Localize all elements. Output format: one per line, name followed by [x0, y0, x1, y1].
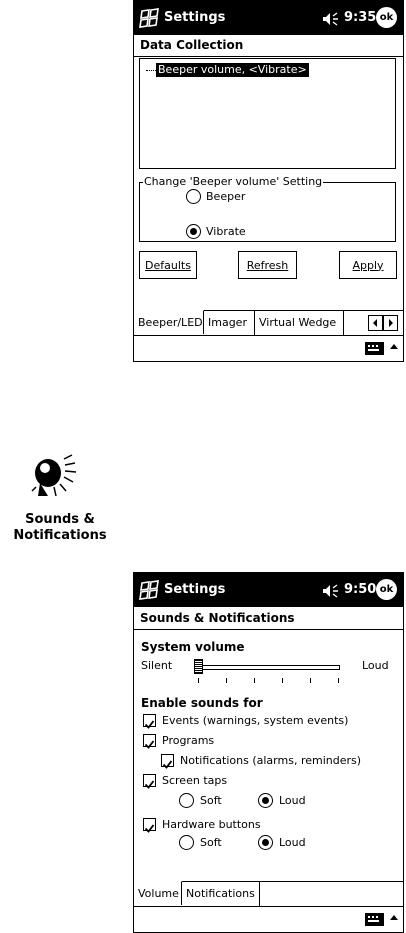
- keyboard-icon[interactable]: [365, 913, 384, 926]
- input-selector-arrow-icon[interactable]: [389, 912, 399, 924]
- check-icon: [162, 759, 173, 770]
- check-icon: [144, 779, 155, 790]
- radio-hardware-soft[interactable]: [179, 835, 194, 850]
- title-bar: [134, 1, 403, 35]
- defaults-button-label: Defaults: [145, 258, 191, 272]
- check-icon: [144, 739, 155, 750]
- apply-button[interactable]: [339, 251, 397, 279]
- clock[interactable]: 9:35: [344, 10, 377, 25]
- icon-caption: [0, 512, 120, 544]
- label-notifications: Notifications (alarms, reminders): [180, 754, 362, 767]
- volume-slider-track: [198, 665, 340, 670]
- label-beeper: Beeper: [206, 190, 246, 203]
- refresh-button-label: Refresh: [246, 258, 289, 272]
- check-icon: [144, 823, 155, 834]
- label-events: Events (warnings, system events): [162, 714, 349, 727]
- volume-slider[interactable]: [194, 659, 340, 687]
- window-title: Settings: [164, 582, 226, 597]
- label-programs: Programs: [162, 734, 215, 747]
- loud-label: Loud: [362, 659, 389, 672]
- data-collection-screen: [133, 0, 404, 362]
- tab-virtual-wedge[interactable]: Virtual Wedge: [255, 311, 344, 335]
- radio-screen-taps-loud[interactable]: [258, 793, 273, 808]
- radio-screen-taps-soft[interactable]: [179, 793, 194, 808]
- page-title: Data Collection: [134, 35, 403, 57]
- label-screen-taps-soft: Soft: [200, 794, 222, 807]
- windows-start-icon[interactable]: [139, 580, 160, 600]
- volume-slider-thumb[interactable]: [194, 659, 203, 674]
- input-selector-arrow-icon[interactable]: [389, 341, 399, 353]
- speaker-icon[interactable]: [322, 12, 342, 26]
- refresh-button[interactable]: [238, 251, 297, 279]
- silent-label: Silent: [141, 659, 173, 672]
- check-icon: [144, 719, 155, 730]
- tab-beeper-led[interactable]: Beeper/LED: [134, 310, 204, 334]
- volume-slider-ticks: [198, 678, 340, 683]
- ok-button[interactable]: ok: [376, 7, 397, 28]
- label-hardware-buttons: Hardware buttons: [162, 818, 261, 831]
- checkbox-notifications[interactable]: [161, 754, 174, 767]
- label-hardware-soft: Soft: [200, 836, 222, 849]
- sounds-notifications-screen: [133, 572, 404, 933]
- label-vibrate: Vibrate: [206, 225, 246, 238]
- radio-beeper[interactable]: [186, 189, 201, 204]
- tree-connector: [146, 70, 156, 71]
- tab-volume[interactable]: Volume: [134, 881, 182, 905]
- arrow-right-icon: [384, 316, 397, 330]
- label-screen-taps-loud: Loud: [279, 794, 306, 807]
- tab-notifications[interactable]: Notifications: [182, 882, 260, 906]
- arrow-left-icon: [369, 316, 382, 330]
- apply-button-label: Apply: [352, 258, 384, 272]
- setting-group: [139, 182, 396, 242]
- clock[interactable]: 9:50: [344, 582, 377, 597]
- windows-start-icon[interactable]: [139, 8, 160, 28]
- sounds-notifications-icon[interactable]: [28, 451, 80, 503]
- page-title: Sounds & Notifications: [134, 607, 403, 630]
- title-bar: [134, 573, 403, 607]
- group-title: Change 'Beeper volume' Setting: [144, 175, 323, 188]
- keyboard-icon[interactable]: [365, 342, 384, 355]
- defaults-button[interactable]: [139, 251, 197, 279]
- menu-bar: [134, 906, 403, 932]
- icon-caption-line-1: Sounds &: [25, 512, 95, 527]
- checkbox-hardware-buttons[interactable]: [143, 818, 156, 831]
- ok-button[interactable]: ok: [376, 579, 397, 600]
- tab-strip: [134, 310, 403, 336]
- label-screen-taps: Screen taps: [162, 774, 228, 787]
- tab-imager[interactable]: Imager: [204, 311, 255, 335]
- radio-hardware-loud[interactable]: [258, 835, 273, 850]
- tree-item-beeper-volume[interactable]: Beeper volume, <Vibrate>: [158, 63, 307, 76]
- tab-scroll-left-button[interactable]: [368, 315, 383, 331]
- checkbox-programs[interactable]: [143, 734, 156, 747]
- icon-caption-line-2: Notifications: [13, 528, 107, 543]
- speaker-icon[interactable]: [322, 584, 342, 598]
- enable-sounds-label: Enable sounds for: [141, 696, 263, 710]
- settings-tree[interactable]: [139, 58, 396, 169]
- tab-scroll-right-button[interactable]: [383, 315, 398, 331]
- label-hardware-loud: Loud: [279, 836, 306, 849]
- window-title: Settings: [164, 10, 226, 25]
- radio-vibrate[interactable]: [186, 224, 201, 239]
- tab-strip: [134, 881, 403, 907]
- menu-bar: [134, 335, 403, 361]
- system-volume-label: System volume: [141, 640, 245, 654]
- checkbox-screen-taps[interactable]: [143, 774, 156, 787]
- checkbox-events[interactable]: [143, 714, 156, 727]
